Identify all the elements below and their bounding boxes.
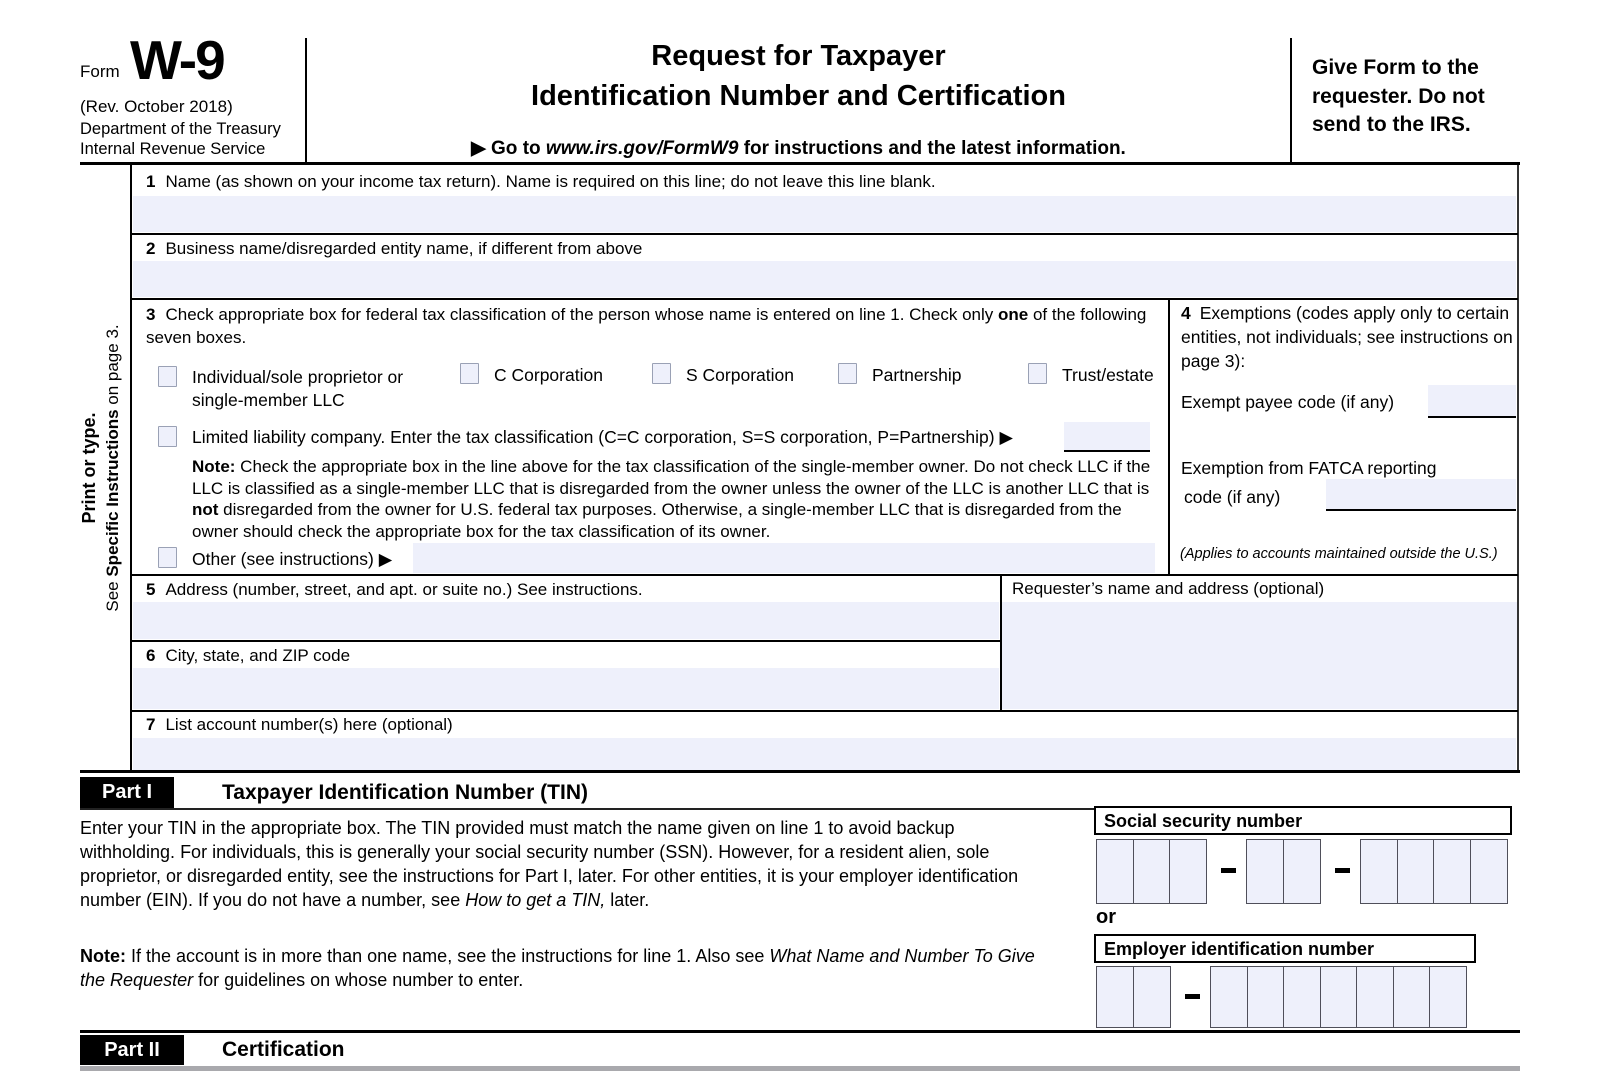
checkbox-other[interactable]: [158, 547, 177, 568]
fatca-label-line2: code (if any): [1184, 487, 1281, 507]
form-title-line2: Identification Number and Certification: [531, 80, 1066, 112]
checkbox-other-label: Other (see instructions) ▶: [192, 549, 393, 569]
part1-note: Note: If the account is in more than one name, see the instructions for line 1. Also see What Name and Number To Give the Requester for guidelines on whose number to enter.: [80, 946, 1035, 990]
divider: [130, 233, 1518, 235]
ssn-digit-cell[interactable]: [1133, 839, 1171, 904]
other-classification-input[interactable]: [413, 543, 1155, 573]
line2-label: 2 Business name/disregarded entity name, if different from above: [146, 239, 643, 258]
ein-digit-cell[interactable]: [1320, 966, 1358, 1028]
or-label: or: [1096, 906, 1116, 928]
ein-digit-cell[interactable]: [1133, 966, 1171, 1028]
requester-name-address-input[interactable]: [1002, 602, 1517, 709]
divider: [80, 808, 1094, 810]
form-number-title: W-9: [130, 29, 224, 91]
service-label: Internal Revenue Service: [80, 140, 266, 158]
ein-group-1: [1096, 966, 1171, 1028]
checkbox-partnership-label: Partnership: [872, 365, 962, 385]
form-revision: (Rev. October 2018): [80, 97, 233, 116]
sidebar-line2: See Specific Instructions on page 3.: [103, 324, 122, 612]
divider: [130, 574, 1518, 576]
requester-label: Requester’s name and address (optional): [1012, 579, 1325, 598]
ssn-group-2: [1246, 839, 1321, 904]
ein-digit-cell[interactable]: [1210, 966, 1248, 1028]
give-form-notice: Give Form to the requester. Do not send to the IRS.: [1312, 56, 1485, 136]
part2-title: Certification: [222, 1038, 345, 1061]
ssn-digit-cell[interactable]: [1360, 839, 1398, 904]
ssn-digit-cell[interactable]: [1433, 839, 1471, 904]
department-label: Department of the Treasury: [80, 120, 281, 138]
divider: [1517, 165, 1519, 771]
checkbox-trust-estate-label: Trust/estate: [1062, 365, 1154, 385]
part2-badge: Part II: [80, 1035, 184, 1065]
line1-label: 1 Name (as shown on your income tax return). Name is required on this line; do not leave this line blank.: [146, 172, 936, 191]
checkbox-s-corporation[interactable]: [652, 363, 671, 384]
divider: [1168, 298, 1170, 576]
divider: [130, 710, 1518, 712]
line5-label: 5 Address (number, street, and apt. or suite no.) See instructions.: [146, 580, 643, 599]
ein-digit-cell[interactable]: [1429, 966, 1467, 1028]
divider: [130, 640, 1002, 642]
goto-arrow-prefix: ▶ Go to: [471, 138, 546, 159]
ssn-dash: [1221, 868, 1236, 873]
ssn-group-1: [1096, 839, 1207, 904]
checkbox-partnership[interactable]: [838, 363, 857, 384]
ein-box-label: Employer identification number: [1094, 934, 1476, 963]
part1-title: Taxpayer Identification Number (TIN): [222, 781, 588, 804]
llc-note: Note: Check the appropriate box in the line above for the tax classification of the single-member owner. Do not check LLC if the LLC is classified as a single-member LLC that is disregarded from the owner unless the owner of the LLC is another LLC that is not disregarded from the owner for U.S. federal tax purposes. Otherwise, a single-member LLC that is disregarded from the owner should check the appropriate box for the tax classification of its owner.: [192, 457, 1151, 541]
part1-instructions: Enter your TIN in the appropriate box. The TIN provided must match the name given on line 1 to avoid backup withholding. For individuals, this is generally your social security number (SSN). However, for a resident alien, sole proprietor, or disregarded entity, see the instructions for Part I, later. For other entities, it is your employer identification number (EIN). If you do not have a number, see How to get a TIN, later.: [80, 818, 1019, 910]
ein-digit-cell[interactable]: [1283, 966, 1321, 1028]
ein-group-2: [1210, 966, 1467, 1028]
ssn-digit-cell[interactable]: [1283, 839, 1321, 904]
ssn-digit-cell[interactable]: [1470, 839, 1508, 904]
checkbox-trust-estate[interactable]: [1028, 363, 1047, 384]
exempt-payee-code-input[interactable]: [1428, 385, 1516, 418]
business-name-input[interactable]: [133, 261, 1516, 297]
ein-digit-cell[interactable]: [1356, 966, 1394, 1028]
line6-label: 6 City, state, and ZIP code: [146, 646, 351, 665]
divider: [80, 162, 1520, 165]
form-word-label: Form: [80, 62, 120, 81]
ssn-box-label: Social security number: [1094, 806, 1512, 835]
ssn-group-3: [1360, 839, 1508, 904]
account-numbers-input[interactable]: [133, 738, 1516, 770]
exempt-payee-label: Exempt payee code (if any): [1181, 392, 1395, 412]
irs-url[interactable]: www.irs.gov/FormW9: [545, 138, 739, 159]
llc-classification-input[interactable]: [1064, 422, 1150, 452]
line4-label: 4 Exemptions (codes apply only to certain entities, not individuals; see instructions on page 3):: [1181, 303, 1513, 371]
checkbox-individual[interactable]: [158, 366, 177, 387]
address-input[interactable]: [133, 602, 999, 639]
fatca-label-line1: Exemption from FATCA reporting: [1181, 458, 1437, 478]
checkbox-s-corporation-label: S Corporation: [686, 365, 794, 385]
ein-dash: [1185, 994, 1200, 999]
checkbox-individual-label: Individual/sole proprietor or single-member LLC: [192, 367, 404, 410]
ssn-digit-cell[interactable]: [1246, 839, 1284, 904]
name-input[interactable]: [133, 196, 1516, 232]
city-state-zip-input[interactable]: [133, 668, 999, 709]
ssn-digit-cell[interactable]: [1096, 839, 1134, 904]
divider: [80, 1030, 1520, 1033]
divider: [1290, 38, 1292, 164]
applies-outside-us-note: (Applies to accounts maintained outside the U.S.): [1180, 546, 1498, 562]
sidebar-line1: Print or type.: [79, 412, 99, 524]
ein-digit-cell[interactable]: [1247, 966, 1285, 1028]
checkbox-c-corporation-label: C Corporation: [494, 365, 603, 385]
fatca-code-input[interactable]: [1326, 479, 1516, 511]
divider: [80, 1066, 1520, 1071]
divider: [130, 298, 1518, 300]
divider: [80, 770, 1520, 773]
line3-label: 3 Check appropriate box for federal tax classification of the person whose name is entered on line 1. Check only one of the following seven boxes.: [146, 305, 1147, 347]
line7-label: 7 List account number(s) here (optional): [146, 715, 453, 734]
goto-instructions-line: ▶ Go to www.irs.gov/FormW9 for instructions and the latest information.: [471, 138, 1126, 159]
checkbox-c-corporation[interactable]: [460, 363, 479, 384]
ssn-digit-cell[interactable]: [1397, 839, 1435, 904]
print-or-type-sidebar: [78, 292, 130, 644]
checkbox-llc-label: Limited liability company. Enter the tax classification (C=C corporation, S=S corporation, P=Partnership) ▶: [192, 427, 1013, 447]
ein-digit-cell[interactable]: [1096, 966, 1134, 1028]
checkbox-llc[interactable]: [158, 426, 177, 447]
part1-badge: Part I: [80, 777, 174, 808]
ssn-dash: [1335, 868, 1350, 873]
ssn-digit-cell[interactable]: [1169, 839, 1207, 904]
form-title-line1: Request for Taxpayer: [651, 40, 946, 72]
ein-digit-cell[interactable]: [1393, 966, 1431, 1028]
